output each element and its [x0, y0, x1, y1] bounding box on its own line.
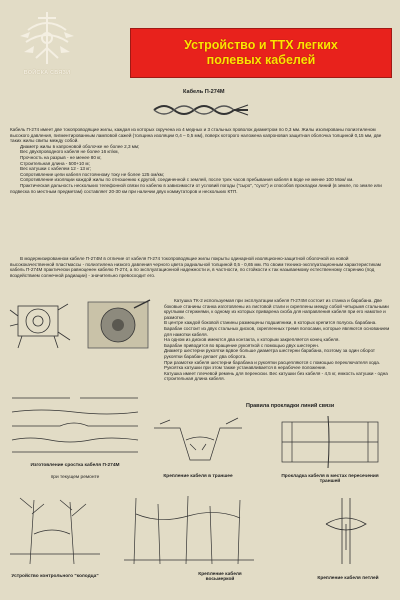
cable-heading: Кабель П-274М: [183, 89, 225, 95]
emblem-caption: ВОЙСКА СВЯЗИ: [23, 70, 71, 76]
para: Практическая дальность нескольких телефонной связи по кабелю в зависимости от условий погоды ("сыро", "сухо") и способов прокладки линий (в земле, по земле или подвеска по местным предметам) составляет 20-30 км при наличии двух коммутаторов и нескольких КТП.: [10, 182, 382, 194]
title-banner: [130, 28, 392, 78]
cable-p274m-description: [10, 256, 392, 278]
splice-illustration: [10, 390, 150, 460]
loop-illustration: [306, 494, 386, 566]
para: Кабель П-274 имеет две токопроводящие жилы, каждая из которых скручена из 4 медных и 3 стальных проволок диаметром по 0,3 мм. Жилы изолированы полиэтиленом высокого давления, пигментированным ламповой сажей (толщина изоляции 0,4 – 0,5 мм), поверх которого наложена капроновая защитная оболочка толщиной 0,15 мм, две таких жилы свиты между собой.: [10, 127, 382, 144]
para: В модернизированном кабеле П-274М в отличие от кабеля П-274 токопроводящие жилы покрыты одинарной изоляционно-защитной оболочкой из новой высококачественной пластмассы - полиэтилена низкого давления черного цвета радиальной толщиной 0,5 - 0,65 мм. По своим технико-эксплуатационным характеристикам кабель П-274М практически равноценен кабелю П-274, а по эксплуатационной надежности и, в частности, по стойкости к так называемому естественному старению (под воздействием солнечной радиации) - значительно превосходит его.: [10, 256, 381, 278]
forest-illustration: [120, 494, 258, 566]
caption-crossing: Прокладка кабеля в местах пересечения траншей: [281, 474, 379, 484]
signal-troops-emblem: [18, 8, 76, 92]
cable-p274-description: [10, 127, 392, 194]
caption-trench: Крепление кабеля в траншее: [163, 474, 233, 479]
para: Сопротивление изоляции каждой жилы по отношению к другой, соединенной с землей, после трех часов пребывания кабеля в воде не менее 100 Мом/ км.: [20, 177, 354, 183]
para: Сопротивление цепи кабеля постоянному току не более 125 ом/км;: [20, 171, 165, 177]
title-line-1: Устройство и ТТХ легких: [184, 38, 338, 52]
caption-splice-sub: при текущем ремонте: [50, 475, 100, 480]
cable-illustration: [152, 98, 250, 120]
para: В центре каждой боковой станины размещены подшипники, в которых крепится полуось барабана. Барабан состоит из двух стальных дисков, скрепленных тремя полосами, которые являются основанием для намотки кабеля.: [164, 320, 390, 337]
para: Катушка ТК-2 используемая при эксплуатации кабеля П-274М состоит из станка и барабана. Две боковые станины станка изготовлены из листовой стали и скреплены между собой четырьмя стальными круглыми стержнями, к одному из которых приварена скоба для направления кабеля при его намотке и размотке.: [164, 298, 389, 320]
rules-title: Правила прокладки линий связи: [246, 403, 335, 409]
reel-diagram-left: [8, 296, 80, 352]
para: Вес катушки с кабелем 12 - 13 кг;: [20, 166, 92, 172]
para: Прочность на разрыв - не менее 80 кг,: [20, 154, 102, 160]
para: На одном из дисков имеются два контакта, к которым закрепляется конец кабеля.: [164, 337, 340, 343]
para: Барабан приводится во вращение рукояткой с помощью двух шестерен.: [164, 342, 320, 348]
control-node-illustration: [10, 494, 100, 568]
caption-control-node: Устройство контрольного "колодца": [11, 574, 99, 579]
para: Диаметр шестерни рукоятки вдвое больше диаметра шестерни барабана, поэтому за один оборот рукоятки барабан делает два оборота.: [164, 348, 376, 359]
reel-photo: [82, 296, 158, 354]
para: При размотке кабеля шестерни барабана и рукоятки расцепляются с помощью переключателя хода. Рукоятка катушки при этом также устанавливается в нерабочее положение.: [164, 359, 381, 371]
para: Диаметр жилы в капроновой оболочке не более 2,3 мм;: [20, 143, 140, 149]
caption-splice: Изготовление сростка кабеля П-274М: [30, 463, 120, 468]
caption-figure-eight: Крепление кабеля восьмеркой: [198, 572, 242, 582]
caption-loop: Крепление кабеля петлей: [317, 576, 379, 581]
title-line-2: полевых кабелей: [206, 53, 316, 67]
crossing-illustration: [268, 410, 392, 472]
trench-illustration: [150, 410, 246, 468]
para: Строительная длина - 500+10 м;: [20, 160, 90, 166]
para: Вес двухпроводного кабеля не более 16 кг/км,: [20, 149, 119, 155]
para: Катушка имеет плечевой ремень для переноски. Вес катушки без кабеля - 4,5 кг, емкость катушки - одна строительная длина кабеля.: [164, 370, 388, 382]
reel-tk2-description: [164, 298, 392, 382]
